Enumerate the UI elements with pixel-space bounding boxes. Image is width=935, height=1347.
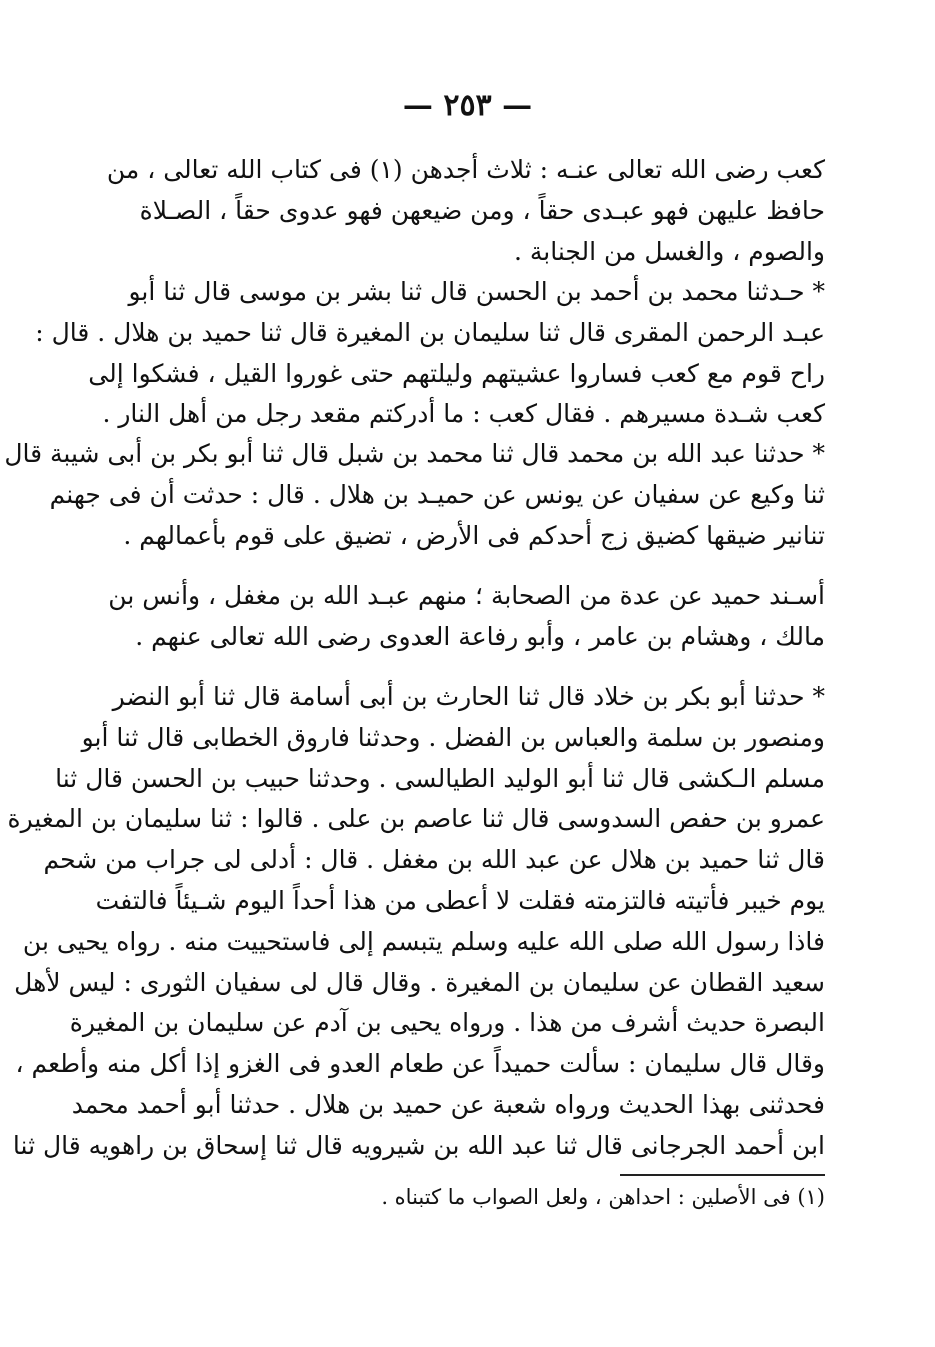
text-line: مسلم الـكشى قال ثنا أبو الوليد الطيالسى . وحدثنا حبيب بن الحسن قال ثنا (55, 763, 825, 793)
text-line: قال ثنا حميد بن هلال عن عبد الله بن مغفل . قال : أدلى لى جراب من شحم (43, 845, 825, 875)
text-line: حافظ عليهن فهو عبـدى حقاً ، ومن ضيعهن فهو عدوى حقاً ، الصـلاة (139, 195, 825, 225)
text-line: أسـند حميد عن عدة من الصحابة ؛ منهم عبـد الله بن مغفل ، وأنس بن (108, 581, 825, 610)
text-line: عبـد الرحمن المقرى قال ثنا سليمان بن المغيرة قال ثنا حميد بن هلال . قال : (35, 317, 825, 347)
text-line: وقال قال سليمان : سألت حميداً عن طعام العدو فى الغزو إذا أكل منه وأطعم ، (15, 1049, 825, 1079)
text-line: البصرة حديث أشرف من هذا . ورواه يحيى بن آدم عن سليمان بن المغيرة (69, 1008, 825, 1038)
paragraph-2 (35, 272, 825, 435)
text-line: عمرو بن حفص السدوسى قال ثنا عاصم بن على . قالوا : ثنا سليمان بن المغيرة (7, 804, 825, 834)
text-line: كعب رضى الله تعالى عنـه : ثلاث أجدهن (١) فى كتاب الله تعالى ، من (106, 155, 825, 184)
text-line: فحدثنى بهذا الحديث ورواه شعبة عن حميد بن هلال . حدثنا أبو أحمد محمد (71, 1089, 825, 1119)
text-line: مالك ، وهشام بن عامر ، وأبو رفاعة العدوى رضى الله تعالى عنهم . (135, 621, 825, 651)
text-line: * حـدثنا محمد بن أحمد بن الحسن قال ثنا بشر بن موسى قال ثنا أبو (128, 277, 825, 306)
text-line: سعيد القطان عن سليمان بن المغيرة . وقال قال لى سفيان الثورى : ليس لأهل (14, 967, 825, 997)
paragraph-5 (7, 677, 825, 1167)
paragraph-3 (4, 434, 825, 556)
text-line: راح قوم مع كعب فساروا عشيتهم وليلتهم حتى غوروا القيل ، فشكوا إلى (88, 358, 825, 388)
text-line: ابن أحمد الجرجانى قال ثنا عبد الله بن شيرويه قال ثنا إسحاق بن راهويه قال ثنا (12, 1130, 825, 1160)
paragraph-4 (108, 576, 825, 658)
page-number: — ٢٥٣ — (402, 88, 533, 123)
footnote-divider (620, 1174, 825, 1176)
paragraph-1 (106, 150, 825, 272)
text-line: والصوم ، والغسل من الجنابة . (513, 236, 825, 266)
text-line: * حدثنا عبد الله بن محمد قال ثنا محمد بن شبل قال ثنا أبو بكر بن أبى شيبة قال (4, 439, 825, 468)
text-line: * حدثنا أبو بكر بن خلاد قال ثنا الحارث بن أبى أسامة قال ثنا أبو النضر (112, 682, 825, 711)
text-line: كعب شـدة مسيرهم . فقال كعب : ما أدركتم مقعد رجل من أهل النار . (102, 399, 825, 429)
footnote: (١) فى الأصلين : احداهن ، ولعل الصواب ما كتبناه . (381, 1185, 825, 1209)
text-line: ثنا وكيع عن سفيان عن يونس عن حميـد بن هلال . قال : حدثت أن فى جهنم (49, 479, 825, 509)
text-line: يوم خيبر فأتيته فالتزمته فقلت لا أعطى من هذا أحداً اليوم شـيئاً فالتفت (95, 885, 825, 915)
text-line: تنانير ضيقها كضيق زج أحدكم فى الأرض ، تضيق على قوم بأعمالهم . (123, 520, 825, 550)
text-line: فاذا رسول الله صلى الله عليه وسلم يتبسم إلى فاستحييت منه . رواه يحيى بن (22, 926, 825, 956)
text-line: ومنصور بن سلمة والعباس بن الفضل . وحدثنا فاروق الخطابى قال ثنا أبو (81, 722, 825, 752)
